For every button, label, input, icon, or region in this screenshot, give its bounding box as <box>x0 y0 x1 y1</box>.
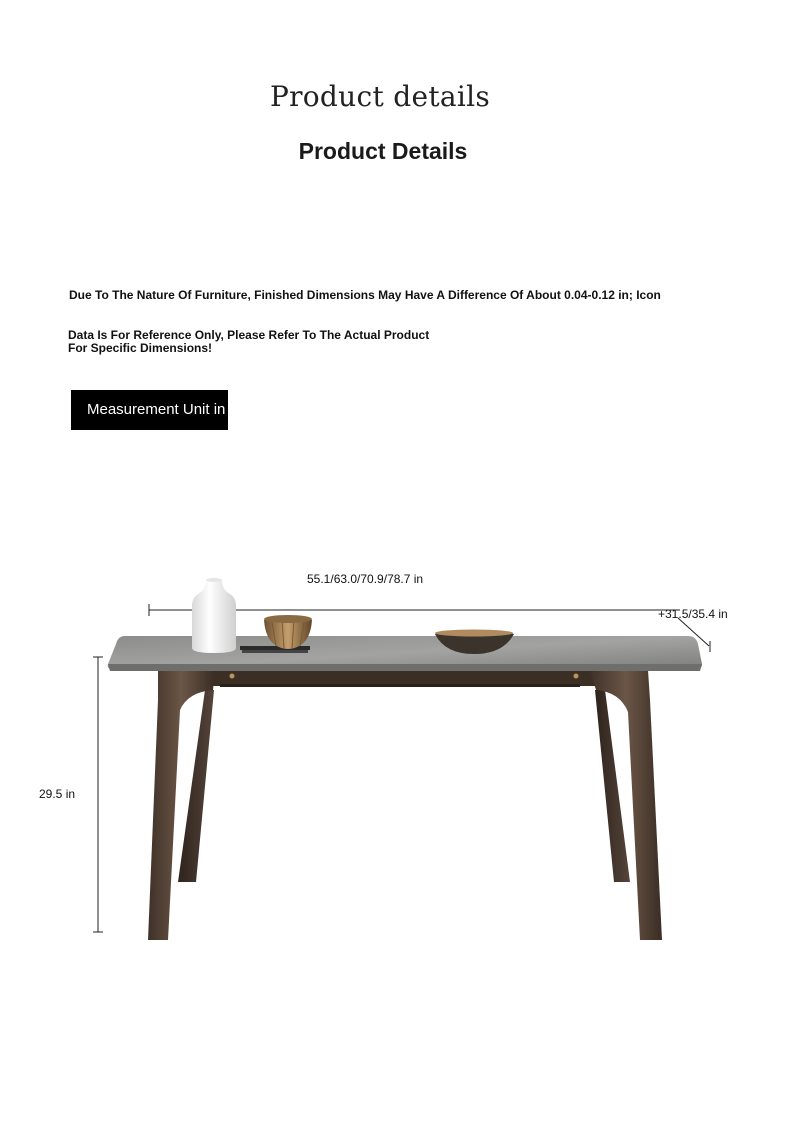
vase-decor <box>192 578 236 653</box>
depth-dimension-label: +31.5/35.4 in <box>658 607 728 621</box>
width-dimension-label: 55.1/63.0/70.9/78.7 in <box>307 572 424 586</box>
page-title: Product details <box>269 80 491 113</box>
reference-note: Data Is For Reference Only, Please Refer To The Actual Product For Specific Dimensions! <box>68 328 430 355</box>
height-dimension-label: 29.5 in <box>39 787 76 801</box>
measurement-unit-badge: Measurement Unit in <box>71 390 228 430</box>
book-stack-decor <box>240 646 310 653</box>
dimension-tolerance-note: Due To The Nature Of Furniture, Finished Dimensions May Have A Difference Of About 0.04-0.12 in; Icon <box>69 288 661 302</box>
height-dimension-line <box>93 657 103 932</box>
section-heading: Product Details <box>298 138 468 164</box>
